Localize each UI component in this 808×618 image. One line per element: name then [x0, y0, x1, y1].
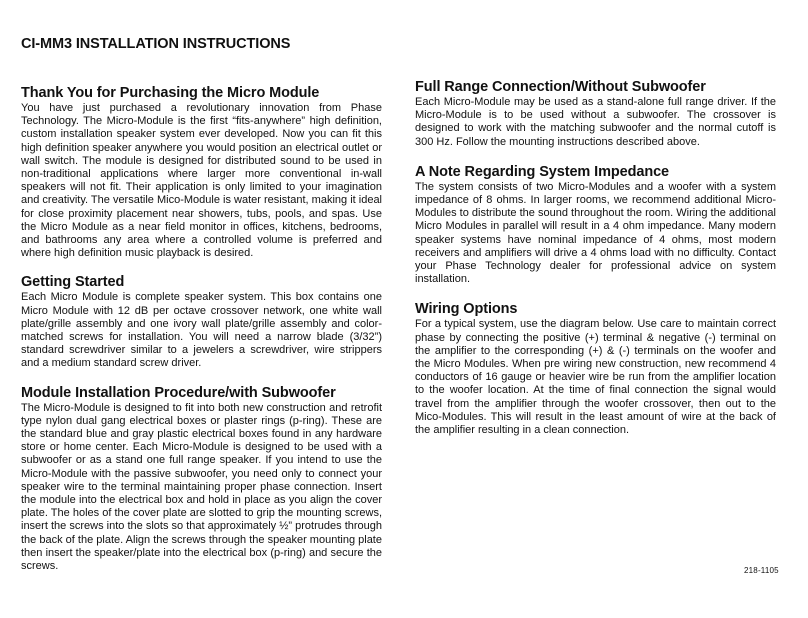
section-thank-you: [21, 84, 382, 260]
right-column: [415, 78, 776, 437]
section-heading: Wiring Options: [415, 301, 518, 318]
section-heading: Module Installation Procedure/with Subwoofer: [21, 384, 336, 401]
section-getting-started: [21, 273, 382, 370]
section-heading: A Note Regarding System Impedance: [415, 163, 670, 180]
section-wiring-options: [415, 300, 776, 437]
section-body: Each Micro Module is complete speaker system. This box contains one Micro Module with 12 dB per octave crossover network, one white wall plate/grille assembly and one ivory wall plate/grille assembly and color-matched screws for installation. You will need a narrow blade (3/32”) standard screwdriver similar to a jewelers a screwdriver, wire strippers and a medium standard screw driver.: [21, 291, 382, 370]
section-heading: Thank You for Purchasing the Micro Module: [21, 85, 320, 101]
section-body: The system consists of two Micro-Modules and a woofer with a system impedance of 8 ohms. In larger rooms, we recommend additional Micro-Modules to distribute the sound throughout the room. Wiring the additional Micro Modules in parallel will result in a 4 ohm impedance. Many modern speaker systems have nominal impedance of 4 ohms, most modern receivers and amplifiers will drive a 4 ohms load with no difficulty. Contact your Phase Technology dealer for professional advice on system installation.: [415, 180, 776, 286]
section-body: Each Micro-Module may be used as a stand-alone full range driver. If the Micro-Module is to be used without a subwoofer. The crossover is designed to work with the matching subwoofer and the normal cutoff is 300 Hz. Follow the mounting instructions described above.: [415, 96, 776, 148]
left-column: [21, 84, 382, 573]
document-code: 218-1105: [744, 566, 779, 575]
document-title: CI-MM3 INSTALLATION INSTRUCTIONS: [21, 36, 291, 52]
section-full-range: [415, 78, 776, 149]
section-body: The Micro-Module is designed to fit into both new construction and retrofit type nylon dual gang electrical boxes or plaster rings (p-ring). These are the standard blue and gray plastic electrical boxes found in any hardware store or home center. Each Micro-Module is designed to be used with a subwoofer or as a stand one full range speaker. If you intend to use the Micro-Module with the passive subwoofer, you need only to connect your speaker wire to the terminal maintaining proper phase connection. Insert the module into the electrical box and hold in place as you align the cover plate. The holes of the cover plate are slotted to grip the mounting screws, insert the screws into the slots so that approximately ½” protrudes through the back of the plate. Align the screws through the speaker mounting plate then insert the speaker/plate into the electrical box (p-ring) and secure the screws.: [21, 401, 382, 573]
section-module-installation: [21, 384, 382, 574]
section-impedance: [415, 163, 776, 287]
section-body: You have just purchased a revolutionary innovation from Phase Technology. The Micro-Module is the first “fits-anywhere” high definition, custom installation speaker system ever developed. Now you can fit this high definition speaker anywhere you would position an electrical outlet or wall switch. The module is designed for distributed sound to be used in non-traditional applications where larger more conventional in-wall speakers will not fit. Their application is only limited to your imagination and creativity. The versatile Mico-Module is water resistant, making it ideal for close proximity placement near showers, tubs, pools, and spas. Use the Micro Module as a near field monitor in offices, kitchens, bedrooms, and bathrooms any area where a controlled volume is preferred and where high definition music playback is desired.: [21, 102, 382, 260]
section-heading: Getting Started: [21, 274, 125, 291]
section-body: For a typical system, use the diagram below. Use care to maintain correct phase by connecting the positive (+) terminal & negative (-) terminal on the amplifier to the corresponding (+) & (-) terminals on the woofer and the Micro Modules. When pre wiring new construction, new recommend 4 conductors of 16 gauge or heavier wire be run from the amplifier location to the woofer location. At the time of final connection the signal would travel from the amplifier through the woofer crossover, then out to the Mico-Modules. This will result in the least amount of wire at the back of the amplifier resulting in a clean connection.: [415, 318, 776, 437]
section-heading: Full Range Connection/Without Subwoofer: [415, 79, 706, 95]
